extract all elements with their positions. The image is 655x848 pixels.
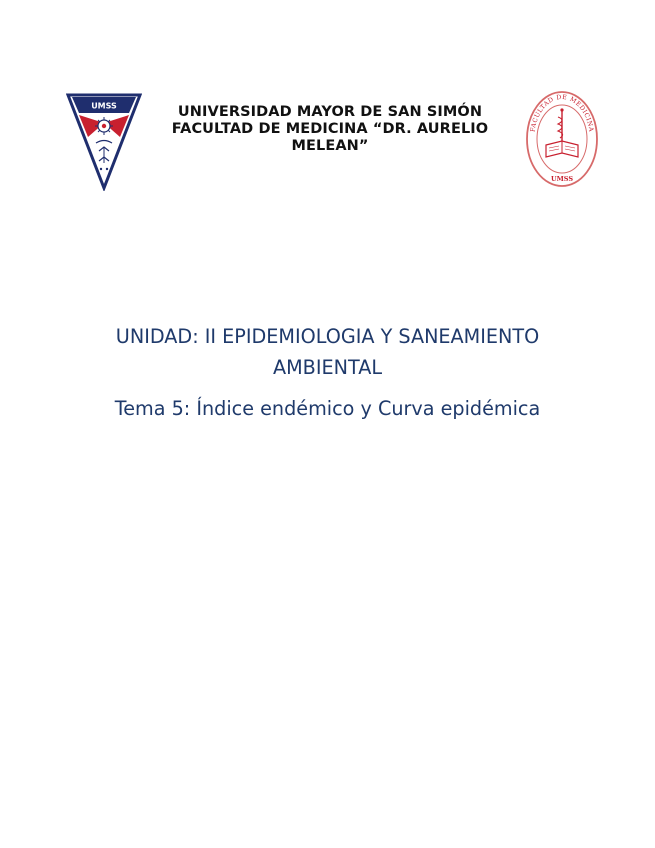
unit-title-line-2: AMBIENTAL: [272, 356, 383, 379]
logo-text: UMSS: [91, 101, 117, 111]
faculty-name: FACULTAD DE MEDICINA “DR. AURELIO MELEAN”: [171, 121, 489, 154]
topic-title: Tema 5: Índice endémico y Curva epidémica: [114, 397, 541, 420]
unit-title-line-1: UNIDAD: II EPIDEMIOLOGIA Y SANEAMIENTO: [115, 325, 540, 348]
document-header: [0, 0, 655, 200]
seal-top-text: FACULTAD DE MEDICINA: [529, 93, 595, 133]
umss-shield-logo-icon: [66, 91, 142, 191]
unit-title: [40, 321, 615, 383]
facultad-medicina-seal-icon: [524, 89, 600, 189]
university-name: UNIVERSIDAD MAYOR DE SAN SIMÓN: [177, 104, 483, 120]
seal-bottom-text: UMSS: [550, 175, 574, 183]
institution-heading: [140, 104, 520, 155]
document-title-block: [40, 321, 615, 423]
